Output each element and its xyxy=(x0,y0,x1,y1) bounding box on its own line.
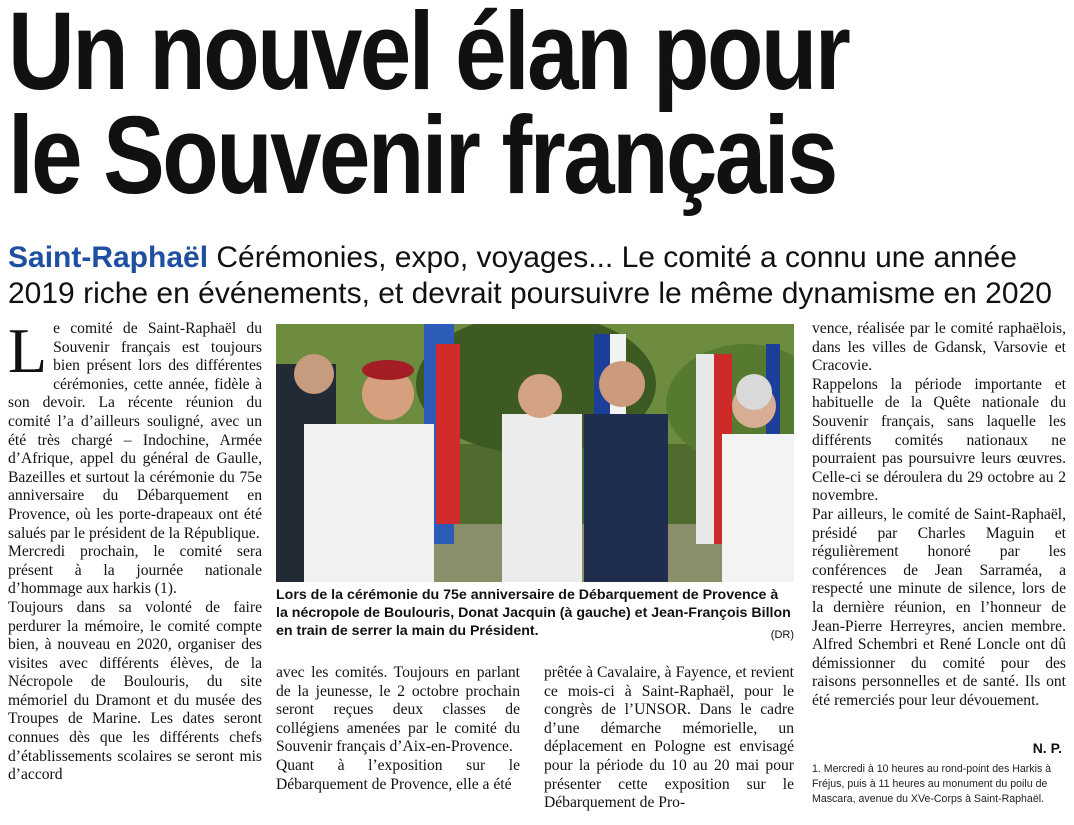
subheadline xyxy=(8,240,1068,312)
headline-line-1: Un nouvel élan pour xyxy=(8,0,849,113)
paragraph-exhibition: Quant à l’exposition sur le Débarquement de Provence, elle a été xyxy=(276,756,520,793)
ceremony-photo xyxy=(276,324,794,582)
paragraph-harkis: Mercredi prochain, le comité sera présent à la journée nationale d’hommage aux harkis (1). xyxy=(8,543,262,598)
photo-caption xyxy=(276,586,794,644)
article-column-1 xyxy=(8,315,262,785)
footnote: 1. Mercredi à 10 heures au rond-point des Harkis à Fréjus, puis à 11 heures au monument du poilu de Mascara, avenue du XVe-Corps à Saint-Raphaël. xyxy=(812,763,1052,805)
paragraph-visits: Toujours dans sa volonté de faire perdurer la mémoire, le comité compte bien, à nouveau en 2020, organiser des visites avec différents élèves, de la Nécropole de Boulouris, du site mémoriel du Dramont et du musée des Troupes de Marine. Les dates seront connues dès que les différents chefs d’établissements scolaires se seront mis d’accord xyxy=(8,598,262,784)
drop-cap: L xyxy=(8,315,48,386)
paragraph-quete: Rappelons la période importante et habituelle de la Quête nationale du Souvenir français, sans laquelle les différents comités nationaux ne pourraient pas poursuivre leurs œuvres. Celle-ci se déroulera du 29 octobre au 2 novembre. xyxy=(812,375,1066,505)
paragraph-intro-text: e comité de Saint-Raphaël du Souvenir français est toujours bien présent lors des différentes cérémonies, cette année, fidèle à son devoir. La récente réunion du comité l’a d’ailleurs souligné, avec un été très chargé – Indochine, Armée d’Afrique, appel du général de Gaulle, Bazeilles et surtout la cérémonie du 75e anniversaire du Débarquement en Provence, où les porte-drapeaux ont été salués par le président de la République. xyxy=(8,320,262,542)
paragraph-youth: avec les comités. Toujours en parlant de la jeunesse, le 2 octobre prochain seront reçues deux classes de collégiens amenées par le comité du Souvenir français d’Aix-en-Provence. xyxy=(276,664,520,756)
author-signature: N. P. xyxy=(1032,740,1062,756)
subheadline-text: Cérémonies, expo, voyages... Le comité a connu une année 2019 riche en événements, et devrait poursuivre le même dynamisme en 2020 xyxy=(8,241,1052,310)
paragraph-intro xyxy=(8,315,262,543)
headline xyxy=(8,0,898,217)
paragraph-committee: Par ailleurs, le comité de Saint-Raphaël, présidé par Charles Maguin et régulièrement honoré par les conférences de Jean Sarraméa, a respecté une minute de silence, lors de la dernière réunion, en l’honneur de Jean-Pierre Herreyres, ancien membre. Alfred Schembri et René Loncle ont dû démissionner du comité pour des raisons personnelles et de santé. Ils ont été remerciés pour leur dévouement. xyxy=(812,505,1066,709)
paragraph-cities: vence, réalisée par le comité raphaëlois, dans les villes de Gdansk, Varsovie et Cracovie. xyxy=(812,320,1066,375)
ceremony-photo-illustration xyxy=(276,324,794,582)
article-column-4 xyxy=(812,320,1066,710)
photo-caption-text: Lors de la cérémonie du 75e anniversaire de Débarquement de Provence à la nécropole de Boulouris, Donat Jacquin (à gauche) et Jean-François Billon en train de serrer la main du Président. xyxy=(276,587,791,639)
headline-line-2: le Souvenir français xyxy=(8,94,836,217)
article-column-2 xyxy=(276,664,520,794)
paragraph-poland-trip: prêtée à Cavalaire, à Fayence, et revient ce mois-ci à Saint-Raphaël, pour le congrès de l’UNSOR. Dans le cadre d’une démarche mémorielle, un déplacement en Pologne est envisagé pour la période du 10 au 20 mai pour présenter cette exposition sur le Débarquement de Pro- xyxy=(544,664,794,812)
article-column-3 xyxy=(544,664,794,813)
photo-credit: (DR) xyxy=(770,629,794,641)
city-kicker: Saint-Raphaël xyxy=(8,241,209,274)
